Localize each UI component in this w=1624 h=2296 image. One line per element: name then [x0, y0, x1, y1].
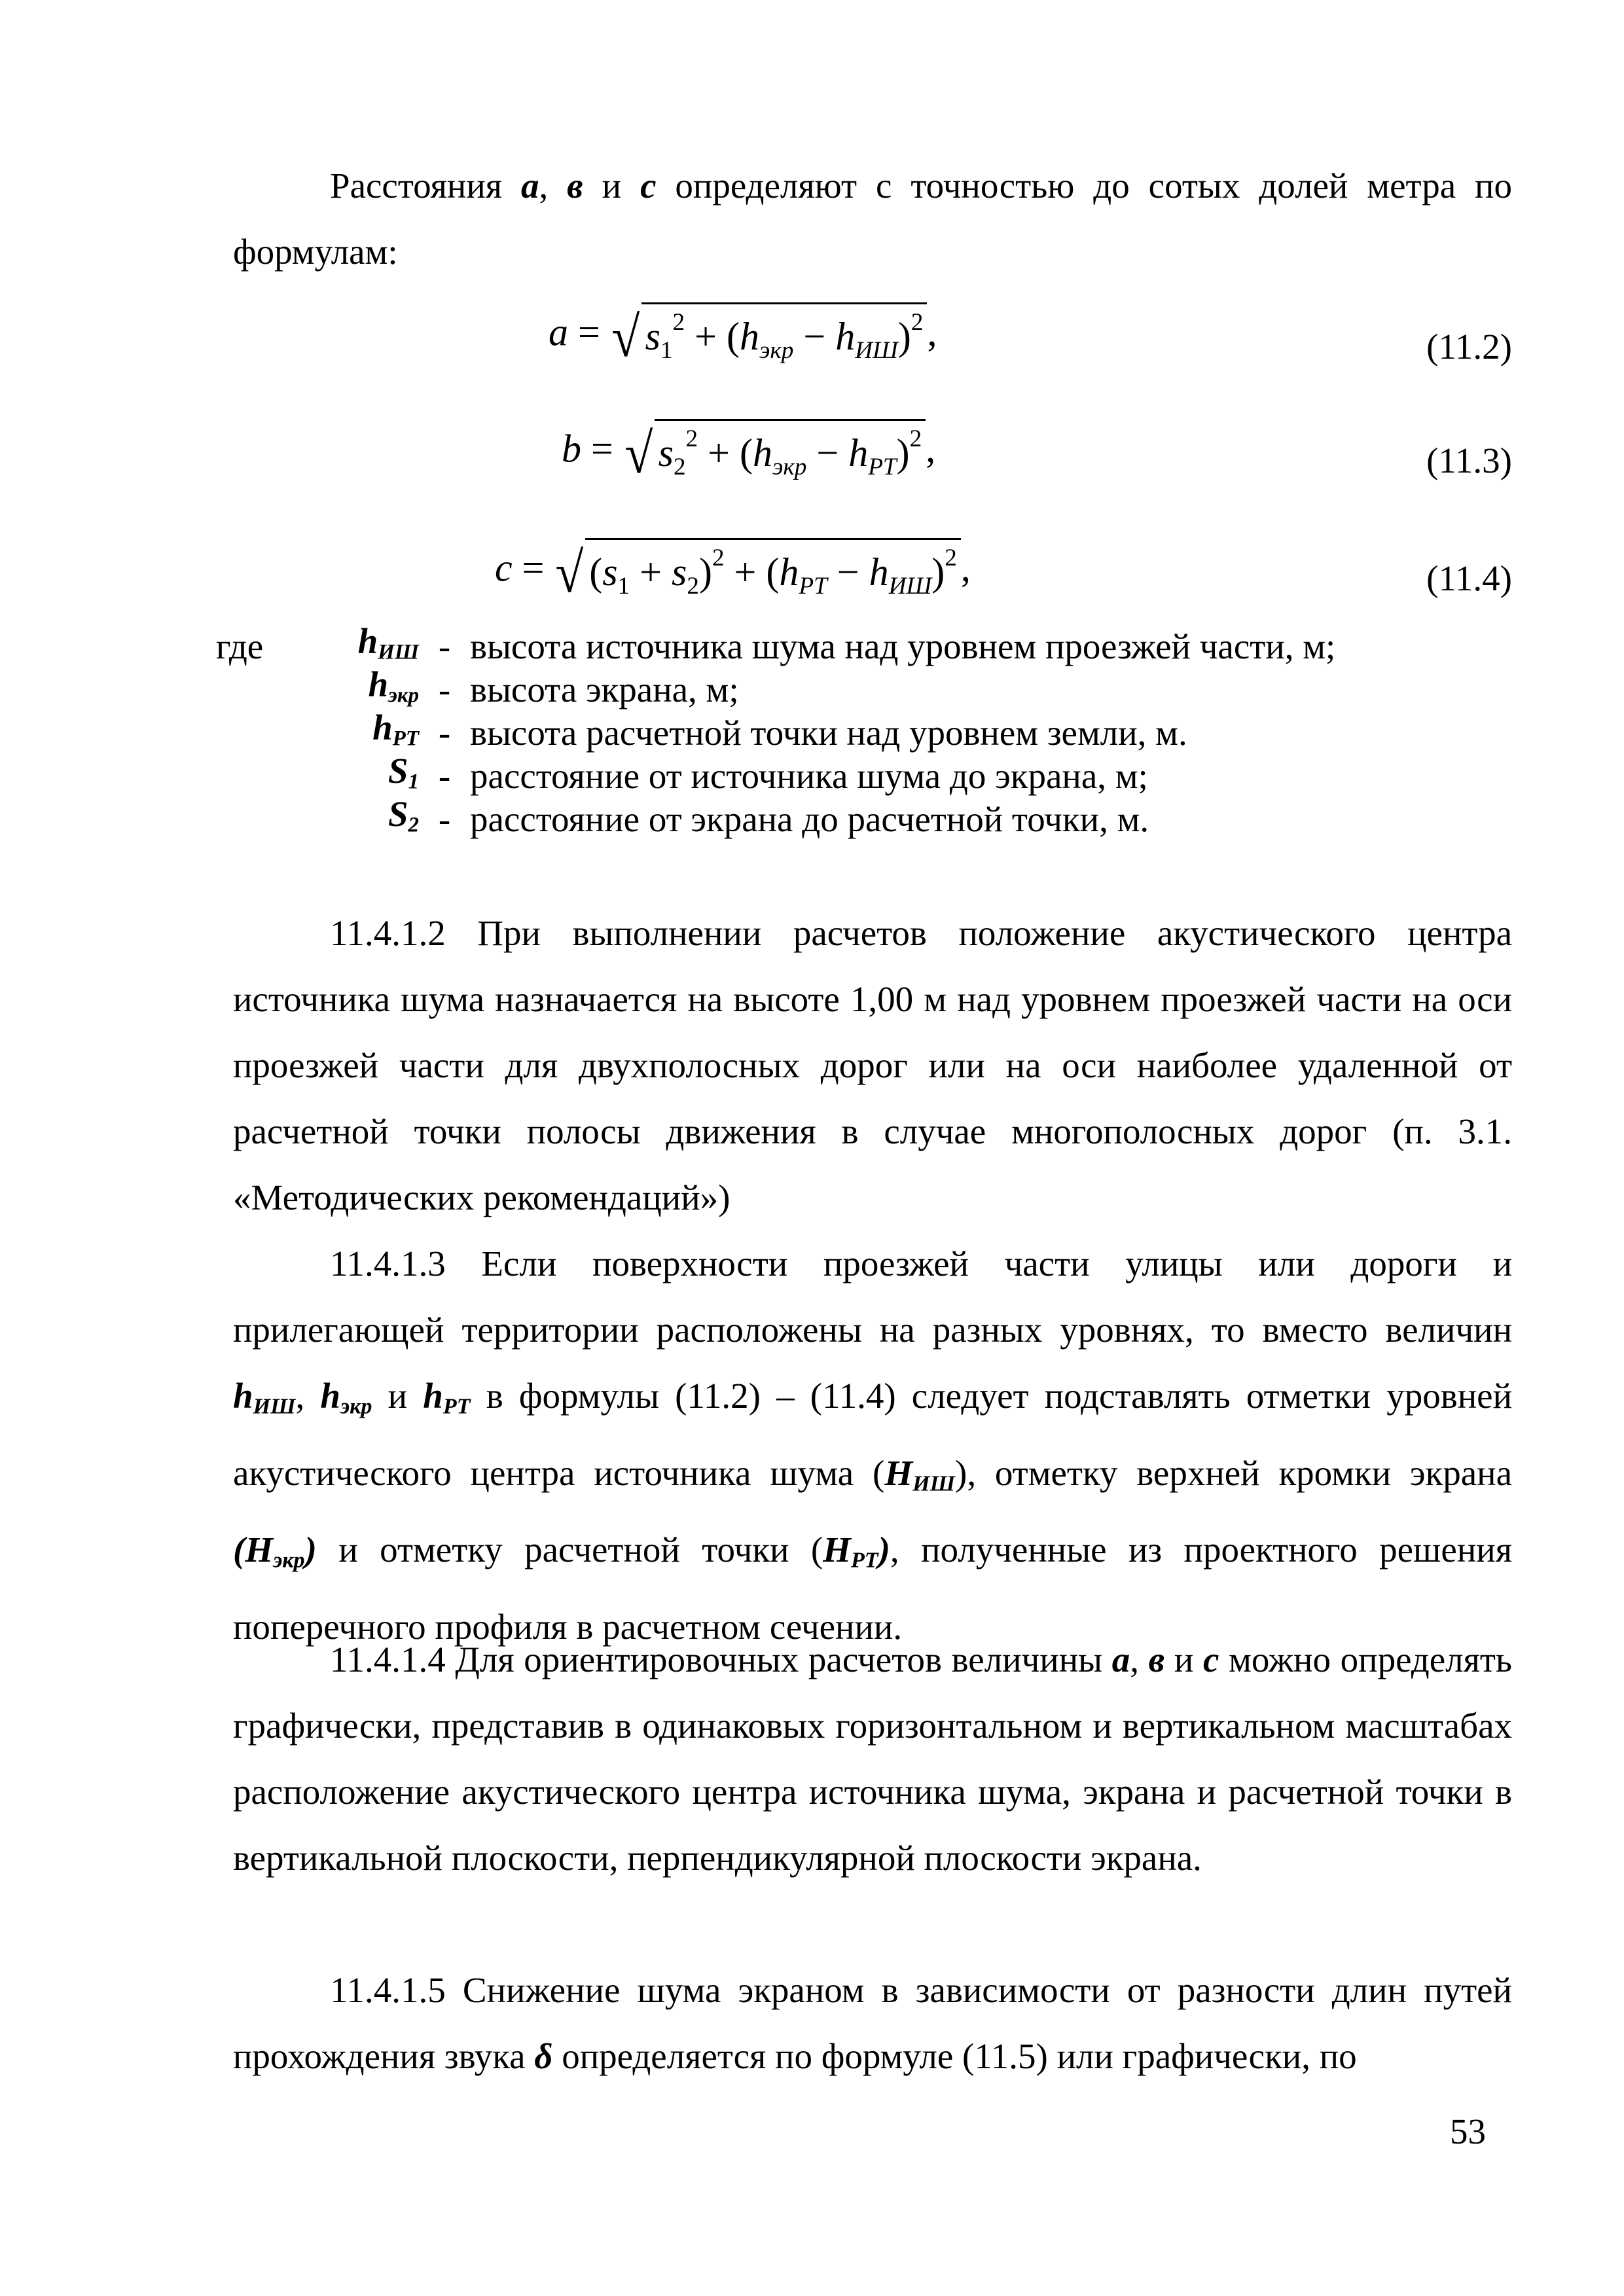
dash: - [438, 670, 451, 709]
subscript: 1 [660, 336, 673, 364]
formula-lhs: c [495, 546, 513, 590]
formula-11-4: c = √ $(s_1 + s_2)^2 + (h_{РТ} - h_{ИШ})^2$ , [495, 538, 971, 605]
symbol-h: h [739, 314, 759, 358]
paragraph-text: в формулы (11.2) – (11.4) следует подставлять отметки уровней акустического центра источника шума ( [233, 1376, 1513, 1493]
definitions-list [216, 620, 1525, 841]
var-h-rt: $h_{РТ}$ [423, 1376, 471, 1419]
var-b: в [1148, 1640, 1165, 1679]
paragraph-11-4-1-3 [233, 1230, 1512, 1660]
square-root: √ $(s_1 + s_2)^2 + (h_{РТ} - h_{ИШ})^2$ [554, 538, 960, 605]
definition-symbol [314, 793, 419, 846]
var-a: а [520, 166, 539, 206]
equation-number: (11.4) [1426, 558, 1512, 598]
var-a: а [1111, 1640, 1130, 1679]
paragraph-11-4-1-4 [233, 1626, 1512, 1891]
intro-text: и [583, 166, 641, 206]
definition-row [216, 664, 1525, 711]
dash: - [438, 626, 451, 666]
paragraph-text: ), отметку верхней кромки экрана [955, 1452, 1512, 1493]
subscript: 2 [687, 572, 699, 600]
var-h-ish: $h_{ИШ}$ [233, 1376, 296, 1419]
formula-lhs: a [549, 310, 568, 354]
symbol-h: h [779, 550, 799, 594]
symbol: S [388, 793, 408, 834]
symbol-h: h [848, 431, 869, 475]
symbol-s: s [672, 550, 687, 594]
definition-row [216, 750, 1525, 798]
square-root: √ $s_2^2 + (h_{экр} - h_{РТ})^2$ [623, 419, 926, 486]
equation-number: (11.2) [1426, 327, 1512, 367]
subscript: РТ [868, 453, 897, 480]
symbol-s: s [658, 431, 674, 475]
paragraph-text: , [1130, 1640, 1149, 1679]
formula-11-2: a = √ $s_1^2 + (h_{экр} - h_{ИШ})^2$ , [549, 302, 937, 370]
paragraph-text: 11.4.1.4 Для ориентировочных расчетов величины [330, 1640, 1112, 1679]
paragraph-11-4-1-2: 11.4.1.2 При выполнении расчетов положение акустического центра источника шума назначается на высоте 1,00 м над уровнем проезжей части на оси проезжей части для двухполосных дорог или на оси наиболее удаленной от расчетной точки полосы движения в случае многополосных дорог (п. 3.1. «Методических рекомендаций») [233, 913, 1512, 1217]
symbol-h: h [869, 550, 889, 594]
subscript: ИШ [888, 572, 932, 600]
symbol: S [388, 750, 408, 791]
var-H-ekr: $(H_{экр})$ [233, 1530, 317, 1573]
paragraph-text: , [295, 1376, 321, 1416]
definition-text: высота источника шума над уровнем проезжей части, м; [470, 626, 1336, 666]
subscript: ИШ [378, 640, 419, 664]
paragraph-text: 11.4.1.5 Снижение шума экраном в зависимости от разности длин путей прохождения звука [233, 1970, 1512, 2076]
paragraph-text: и [1164, 1640, 1204, 1679]
symbol-s: s [645, 314, 660, 358]
symbol: h [368, 664, 389, 704]
var-delta: δ [534, 2036, 553, 2076]
definition-text: расстояние от экрана до расчетной точки, м. [470, 799, 1149, 839]
symbol: h [357, 620, 378, 661]
subscript: 1 [617, 572, 630, 600]
where-label: где [216, 626, 264, 666]
symbol-h: h [752, 431, 772, 475]
dash: - [438, 799, 451, 839]
paragraph-text: можно определять графически, представив в одинаковых горизонтальном и вертикальном масштабах расположение акустического центра источника шума, экрана и расчетной точки в вертикальной плоскости, перпендикулярной плоскости экрана. [233, 1640, 1513, 1878]
definition-text: высота расчетной точки над уровнем земли, м. [470, 713, 1187, 753]
subscript: ИШ [855, 336, 898, 364]
dash: - [438, 756, 451, 796]
intro-paragraph [233, 152, 1512, 285]
symbol: h [372, 707, 393, 747]
paragraph-text: определяется по формуле (11.5) или графически, по [552, 2036, 1357, 2076]
formula-lhs: b [562, 427, 581, 471]
paragraph-text: 11.4.1.3 Если поверхности проезжей части улицы или дороги и прилегающей территории расположены на разных уровнях, то вместо величин [233, 1244, 1512, 1350]
definition-text: расстояние от источника шума до экрана, м; [470, 756, 1148, 796]
definition-row [216, 707, 1525, 755]
symbol-s: s [602, 550, 618, 594]
paragraph-11-4-1-5 [233, 1957, 1512, 2089]
subscript: 1 [408, 770, 419, 794]
formula-11-3: b = √ $s_2^2 + (h_{экр} - h_{РТ})^2$ , [562, 419, 935, 486]
subscript: экр [388, 683, 419, 708]
subscript: экр [759, 336, 794, 364]
paragraph-text: , полученные из проектного решения поперечного профиля в расчетном сечении. [233, 1530, 1512, 1647]
definition-row [216, 620, 1525, 668]
subscript: РТ [392, 726, 419, 751]
intro-text: определяют с точностью до сотых долей метра по формулам: [233, 166, 1512, 272]
var-b: в [567, 166, 583, 206]
square-root: √ $s_1^2 + (h_{экр} - h_{ИШ})^2$ [610, 302, 928, 370]
subscript: 2 [408, 813, 419, 837]
dash: - [438, 713, 451, 753]
var-H-rt: $H_{РТ}$) [823, 1530, 890, 1573]
definition-row [216, 793, 1525, 841]
var-c: с [640, 166, 657, 206]
var-h-ekr: $h_{экр}$ [320, 1376, 372, 1419]
paragraph-text: и отметку расчетной точки ( [316, 1530, 823, 1570]
intro-text: , [539, 166, 568, 206]
var-H-ish: $H_{ИШ}$ [884, 1452, 955, 1496]
equation-number: (11.3) [1426, 440, 1512, 480]
var-c: с [1203, 1640, 1219, 1679]
subscript: 2 [673, 453, 686, 480]
symbol-h: h [835, 314, 856, 358]
subscript: экр [772, 453, 807, 480]
page-number: 53 [1450, 2111, 1486, 2151]
paragraph-text: и [372, 1376, 424, 1416]
subscript: РТ [799, 572, 827, 600]
definition-text: высота экрана, м; [470, 670, 739, 709]
intro-text: Расстояния [330, 166, 521, 206]
